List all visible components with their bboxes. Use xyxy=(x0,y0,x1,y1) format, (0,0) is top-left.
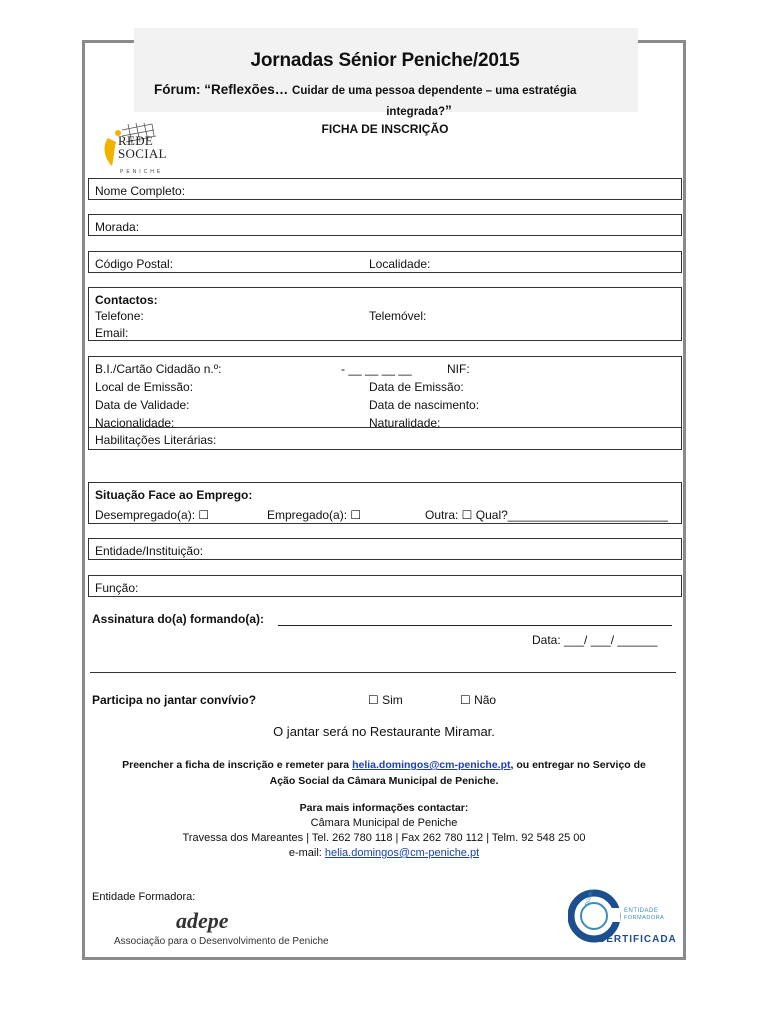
adepe-logo xyxy=(114,908,334,952)
logo-line-social: SOCIAL xyxy=(118,146,167,161)
nif-label[interactable]: NIF: xyxy=(447,362,470,376)
adepe-word: adepe xyxy=(176,908,229,933)
cert-formadora: FORMADORA xyxy=(624,915,665,921)
naturalidade-label[interactable]: Naturalidade: xyxy=(369,416,441,430)
info-email-prefix: e-mail: xyxy=(288,847,325,859)
subtitle-rest: Cuidar de uma pessoa dependente – uma estratégia xyxy=(292,85,577,97)
contactos-box xyxy=(88,287,682,341)
info-address: Travessa dos Mareantes | Tel. 262 780 118 | Fax 262 780 112 | Telm. 92 548 25 00 xyxy=(182,832,586,844)
codigo-postal-label[interactable]: Código Postal: xyxy=(95,257,174,271)
codigo-postal-row xyxy=(88,251,682,273)
outra-checkbox[interactable]: Outra: ☐ Qual?________________________ xyxy=(425,508,668,522)
morada-label: Morada: xyxy=(95,220,140,234)
cert-certificada: CERTIFICADA xyxy=(598,934,677,945)
nacionalidade-label[interactable]: Nacionalidade: xyxy=(95,416,175,430)
divider xyxy=(90,672,676,673)
subtitle-prefix: Fórum: “Reflexões… xyxy=(154,82,289,97)
instructions-part2: , ou entregar no Serviço de xyxy=(510,759,646,771)
entidade-field[interactable] xyxy=(88,538,682,560)
logo-line-peniche: PENICHE xyxy=(120,169,164,175)
jantar-nao-checkbox[interactable]: ☐ Não xyxy=(460,693,497,707)
info-heading: Para mais informações contactar: xyxy=(299,802,469,814)
bi-label[interactable]: B.I./Cartão Cidadão n.º: xyxy=(95,362,222,376)
info-camara: Câmara Municipal de Peniche xyxy=(310,817,458,829)
instructions-line2: Ação Social da Câmara Municipal de Peniche. xyxy=(269,775,499,787)
email-label[interactable]: Email: xyxy=(95,326,129,340)
telefone-label[interactable]: Telefone: xyxy=(95,309,144,323)
jantar-question: Participa no jantar convívio? xyxy=(92,693,257,707)
forum-subtitle xyxy=(154,80,624,122)
cert-entidade: ENTIDADE xyxy=(624,908,659,914)
empregado-checkbox[interactable]: Empregado(a): ☐ xyxy=(267,508,362,522)
instructions-email-link[interactable]: helia.domingos@cm-peniche.pt xyxy=(352,759,511,771)
data-validade-label[interactable]: Data de Validade: xyxy=(95,398,190,412)
funcao-label: Função: xyxy=(95,581,139,595)
identificacao-box xyxy=(88,356,682,428)
data-label[interactable]: Data: ___/ ___/ ______ xyxy=(532,633,658,647)
info-email-link[interactable]: helia.domingos@cm-peniche.pt xyxy=(324,847,480,859)
morada-field[interactable] xyxy=(88,214,682,236)
situacao-box xyxy=(88,482,682,524)
rede-social-logo xyxy=(92,122,172,178)
entidade-label: Entidade/Instituição: xyxy=(95,544,204,558)
instructions-part1: Preencher a ficha de inscrição e remeter para xyxy=(122,759,353,771)
data-emissao-label[interactable]: Data de Emissão: xyxy=(369,380,464,394)
local-emissao-label[interactable]: Local de Emissão: xyxy=(95,380,194,394)
certificacao-logo xyxy=(568,886,677,950)
assinatura-label: Assinatura do(a) formando(a): xyxy=(92,612,265,626)
info-email xyxy=(82,847,686,859)
habilitacoes-label: Habilitações Literárias: xyxy=(95,433,217,447)
jantar-sim-checkbox[interactable]: ☐ Sim xyxy=(368,693,403,707)
entidade-formadora-label: Entidade Formadora: xyxy=(92,891,196,903)
funcao-field[interactable] xyxy=(88,575,682,597)
desempregado-checkbox[interactable]: Desempregado(a): ☐ xyxy=(95,508,210,522)
contactos-label: Contactos: xyxy=(95,293,158,307)
telemovel-label[interactable]: Telemóvel: xyxy=(369,309,427,323)
page-title: Jornadas Sénior Peniche/2015 xyxy=(250,50,520,71)
bi-mask: - __ __ __ __ xyxy=(341,362,412,376)
data-nascimento-label[interactable]: Data de nascimento: xyxy=(369,398,480,412)
assinatura-line[interactable] xyxy=(278,625,672,626)
jantar-note: O jantar será no Restaurante Miramar. xyxy=(273,724,495,739)
nome-field[interactable] xyxy=(88,178,682,200)
logo-line-rede: REDE xyxy=(118,133,154,148)
situacao-label: Situação Face ao Emprego: xyxy=(95,488,253,502)
instructions xyxy=(82,757,686,789)
localidade-label[interactable]: Localidade: xyxy=(369,257,431,271)
habilitacoes-field[interactable] xyxy=(88,428,682,450)
form-heading: FICHA DE INSCRIÇÃO xyxy=(321,122,449,136)
dgert-seal-text: DGERT xyxy=(584,888,596,907)
subtitle-line2: integrada?” xyxy=(386,103,452,118)
nome-label: Nome Completo: xyxy=(95,184,186,198)
adepe-tagline: Associação para o Desenvolvimento de Peniche xyxy=(114,936,329,947)
